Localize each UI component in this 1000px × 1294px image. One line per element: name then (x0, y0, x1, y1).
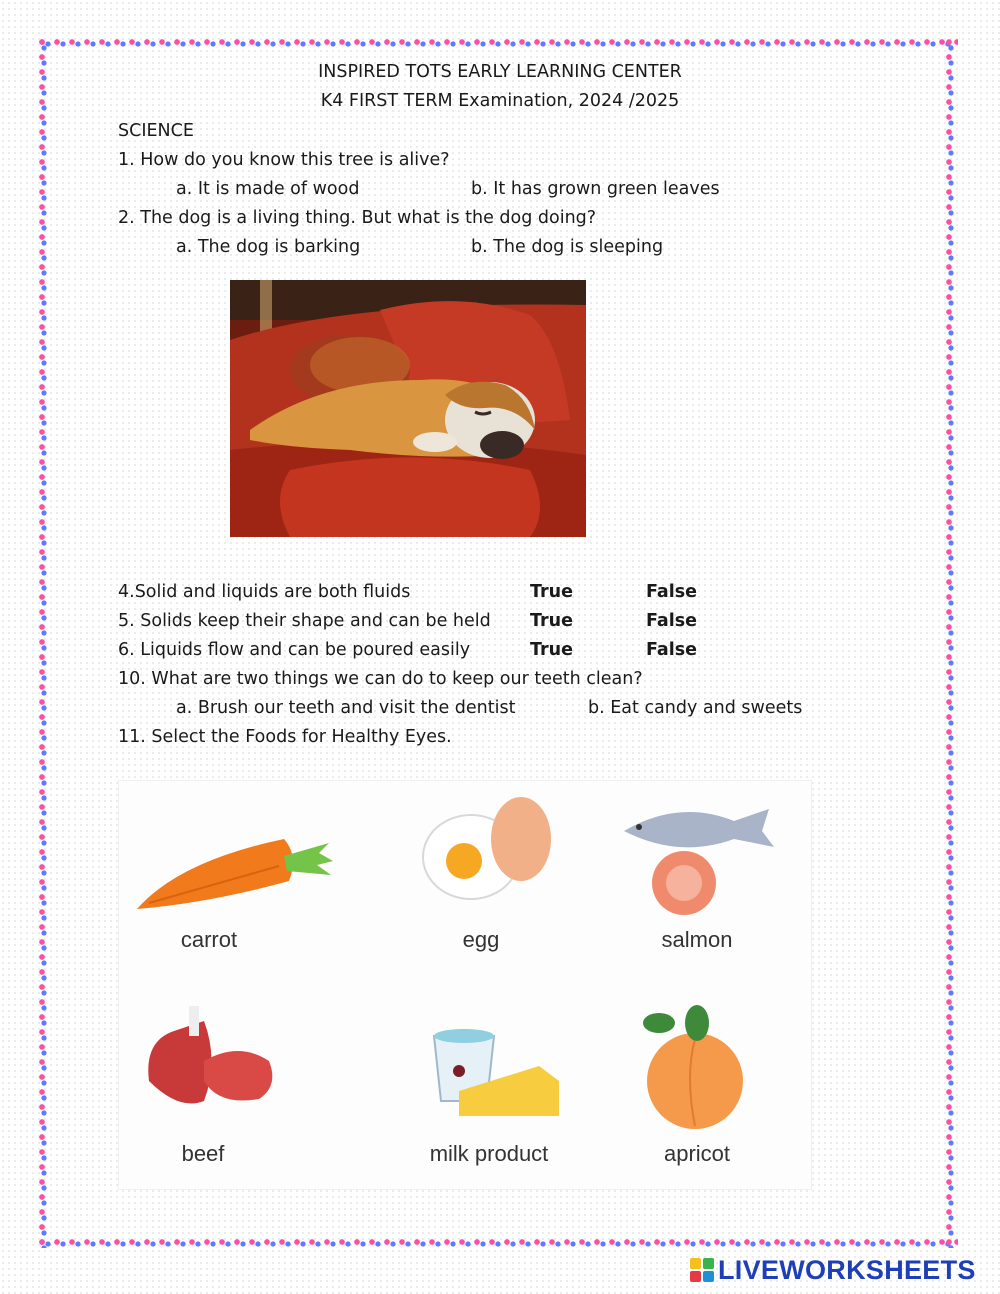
foods-for-eyes-panel (118, 780, 812, 1190)
salmon-label: salmon (661, 927, 733, 952)
milk-product-option[interactable] (430, 1029, 559, 1166)
q2-option-a[interactable]: a. The dog is barking (176, 237, 361, 257)
decorative-border-right (945, 38, 955, 1248)
decorative-border-left (38, 38, 48, 1248)
tf-6-true[interactable]: True (530, 640, 573, 660)
tf-statement-6: 6. Liquids flow and can be poured easily (118, 640, 471, 660)
tf-5-true[interactable]: True (530, 611, 573, 631)
q10-option-b[interactable]: b. Eat candy and sweets (588, 698, 803, 718)
tf-statement-4: 4.Solid and liquids are both fluids (118, 582, 411, 602)
logo-squares-icon (690, 1258, 714, 1282)
tf-5-false[interactable]: False (646, 611, 698, 631)
subject-heading: SCIENCE (118, 121, 194, 141)
question-2: 2. The dog is a living thing. But what is the dog doing? (118, 208, 597, 228)
question-11: 11. Select the Foods for Healthy Eyes. (118, 727, 452, 747)
salmon-option[interactable] (624, 809, 774, 952)
apricot-option[interactable] (643, 1005, 743, 1166)
q2-option-b[interactable]: b. The dog is sleeping (471, 237, 664, 257)
logo-text: LIVEWORKSHEETS (718, 1254, 976, 1285)
apricot-label: apricot (663, 1141, 731, 1166)
egg-option[interactable] (423, 797, 551, 952)
question-1: 1. How do you know this tree is alive? (118, 150, 450, 170)
school-name: INSPIRED TOTS EARLY LEARNING CENTER (318, 62, 682, 82)
carrot-option[interactable] (137, 839, 333, 952)
tf-6-false[interactable]: False (646, 640, 698, 660)
liveworksheets-logo (690, 1256, 976, 1284)
carrot-label: carrot (180, 927, 238, 952)
decorative-border-top (38, 38, 958, 48)
tf-4-false[interactable]: False (646, 582, 698, 602)
q1-option-a[interactable]: a. It is made of wood (176, 179, 360, 199)
q10-option-a[interactable]: a. Brush our teeth and visit the dentist (176, 698, 516, 718)
decorative-border-bottom (38, 1238, 958, 1248)
milk-product-label: milk product (429, 1141, 549, 1166)
tf-statement-5: 5. Solids keep their shape and can be held (118, 611, 491, 631)
sleeping-dog-image (230, 280, 586, 537)
egg-label: egg (462, 927, 500, 952)
tf-4-true[interactable]: True (530, 582, 573, 602)
beef-label: beef (181, 1141, 225, 1166)
exam-title: K4 FIRST TERM Examination, 2024 /2025 (320, 91, 680, 111)
q1-option-b[interactable]: b. It has grown green leaves (471, 179, 720, 199)
question-10: 10. What are two things we can do to keep our teeth clean? (118, 669, 643, 689)
beef-option[interactable] (148, 1006, 272, 1166)
